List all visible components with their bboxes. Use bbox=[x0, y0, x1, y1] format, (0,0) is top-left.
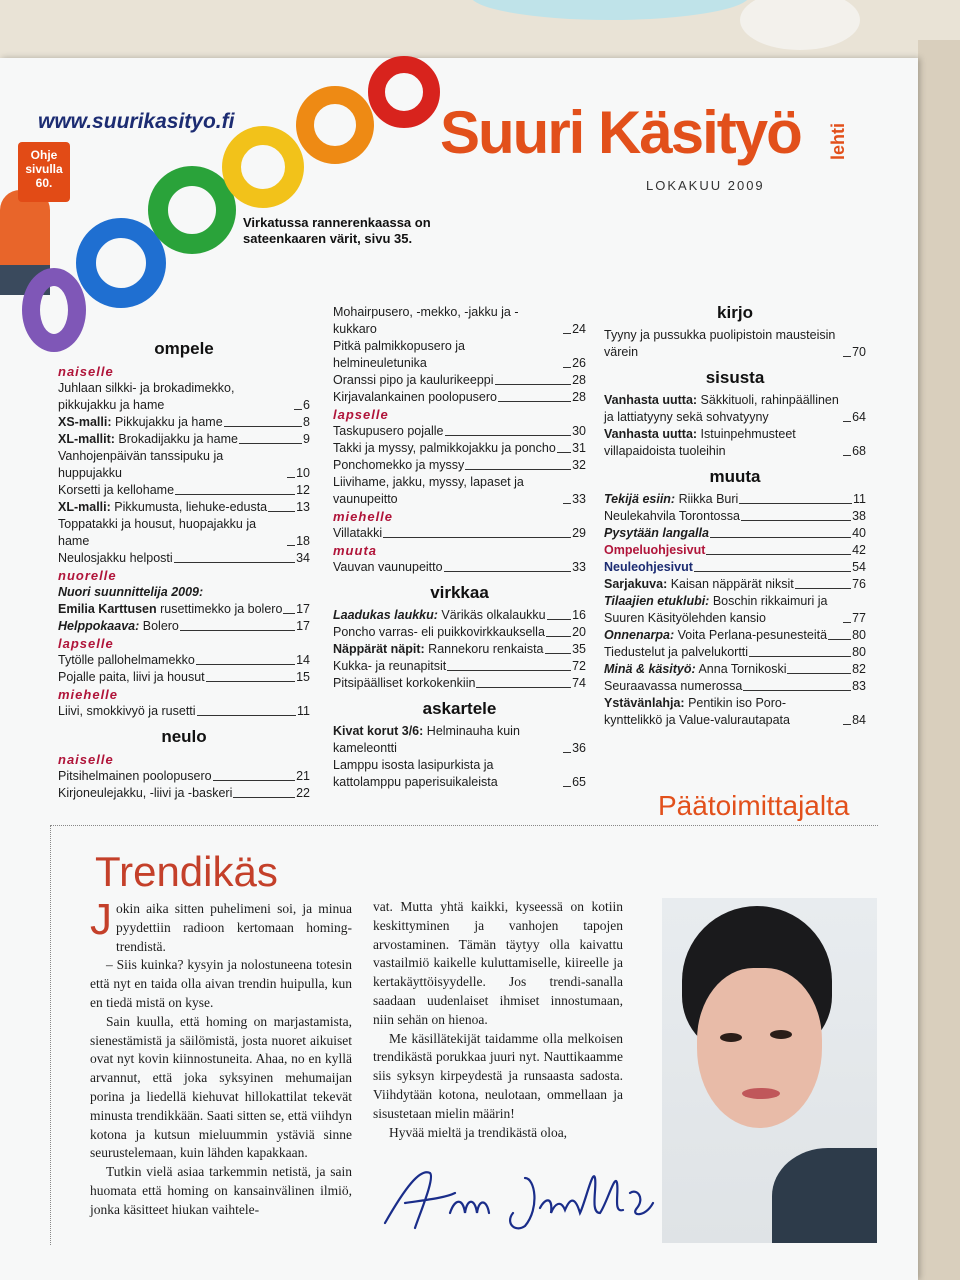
toc-entry bbox=[333, 389, 586, 406]
toc-entry-title: Onnenarpa: Voita Perlana-pesunesteitä bbox=[604, 628, 828, 642]
toc-leader-line bbox=[206, 681, 295, 682]
toc-page-number: 11 bbox=[297, 704, 310, 718]
editor-signature bbox=[375, 1158, 695, 1238]
crochet-ring-orange bbox=[296, 86, 374, 164]
toc-entry bbox=[58, 601, 310, 618]
editorial-paragraph: Sain kuulla, että homing on marjastamista, sienestämistä ja säilömistä, josta nuoret aikuiset ovat nyt kovin kiinnostuneita. Ahaa, no en kyllä arvannut, että joka syksyinen mehumaijan porina ja liedellä kiehuvat hillokattilat tekevät minusta trendikkään. Saati sitten se, että viihdyn kotona ja kutsun mieluummin ystäviä sinne seurustelemaan, kuin lähden kapakkaan. bbox=[90, 1013, 352, 1161]
toc-entry-title: Villatakki bbox=[333, 526, 383, 540]
toc-entry-title: Kivat korut 3/6: Helminauha kuin kameleontti bbox=[333, 724, 520, 755]
toc-entry-title: Oranssi pipo ja kaulurikeeppi bbox=[333, 373, 494, 387]
toc-leader-line bbox=[694, 571, 851, 572]
toc-page-number: 14 bbox=[296, 653, 310, 667]
portrait-shirt bbox=[772, 1148, 877, 1243]
magazine-logo-suffix: lehti bbox=[828, 122, 848, 160]
toc-entry-title: Tiedustelut ja palvelukortti bbox=[604, 645, 749, 659]
toc-entry-title: Taskupusero pojalle bbox=[333, 424, 444, 438]
editorial-paragraph: okin aika sitten puhelimeni soi, ja minua pyydettiin radioon kertomaan homing-trendistä. bbox=[116, 901, 352, 954]
toc-leader-line bbox=[843, 455, 851, 456]
toc-entry bbox=[333, 641, 586, 658]
toc-entry bbox=[333, 338, 586, 372]
toc-entry bbox=[58, 652, 310, 669]
toc-entry-title: Näppärät näpit: Rannekoru renkaista bbox=[333, 642, 544, 656]
editorial-paragraph: – Siis kuinka? kysyin ja nolostuneena totesin että nyt en taida olla aivan trendin huipulla, kun en tiedä mistä on kyse. bbox=[90, 957, 352, 1010]
toc-page-number: 68 bbox=[852, 444, 866, 458]
toc-entry-title: XL-malli: Pikkumusta, liehuke-edusta bbox=[58, 500, 268, 514]
toc-leader-line bbox=[546, 636, 571, 637]
toc-page-number: 20 bbox=[572, 625, 586, 639]
toc-leader-line bbox=[283, 613, 295, 614]
toc-entry bbox=[58, 499, 310, 516]
toc-page-number: 84 bbox=[852, 713, 866, 727]
toc-entry bbox=[58, 431, 310, 448]
badge-line: Ohje bbox=[30, 148, 58, 162]
toc-page-number: 65 bbox=[572, 775, 586, 789]
website-url: www.suurikasityo.fi bbox=[38, 110, 235, 133]
toc-page-number: 8 bbox=[303, 415, 310, 429]
audience-subheading: muuta bbox=[333, 543, 377, 558]
badge-line: sivulla bbox=[25, 162, 63, 176]
toc-entry-title bbox=[604, 525, 709, 542]
toc-entry-title: Liivi, smokkivyö ja rusetti bbox=[58, 704, 196, 718]
toc-entry-title bbox=[604, 559, 693, 576]
toc-leader-line bbox=[287, 545, 295, 546]
editorial-divider bbox=[50, 825, 878, 826]
toc-page-number: 24 bbox=[572, 322, 586, 336]
toc-entry-title: Kukka- ja reunapitsit bbox=[333, 659, 447, 673]
toc-page-number: 42 bbox=[852, 543, 866, 557]
toc-leader-line bbox=[197, 715, 296, 716]
toc-leader-line bbox=[476, 687, 571, 688]
toc-entry-title: Juhlaan silkki- ja brokadimekko, pikkujakku ja hame bbox=[58, 381, 235, 412]
toc-entry bbox=[333, 423, 586, 440]
contents-column-2 bbox=[333, 304, 586, 791]
toc-entry-title: Pitsihelmainen poolopusero bbox=[58, 769, 212, 783]
audience-subheading: lapselle bbox=[58, 636, 114, 651]
section-heading: ompele bbox=[154, 339, 214, 358]
toc-entry-lead: Kivat korut 3/6: bbox=[333, 724, 424, 738]
toc-page-number: 74 bbox=[572, 676, 586, 690]
toc-page-number: 22 bbox=[296, 786, 310, 800]
toc-entry bbox=[58, 703, 310, 720]
toc-entry bbox=[604, 627, 866, 644]
toc-leader-line bbox=[828, 639, 851, 640]
toc-entry bbox=[604, 525, 866, 542]
toc-leader-line bbox=[749, 656, 851, 657]
section-heading: sisusta bbox=[705, 368, 765, 387]
section-heading: muuta bbox=[709, 467, 761, 486]
toc-entry bbox=[58, 785, 310, 802]
toc-page-number: 36 bbox=[572, 741, 586, 755]
toc-leader-line bbox=[706, 554, 851, 555]
issue-date: LOKAKUU 2009 bbox=[646, 178, 765, 193]
toc-page-number: 9 bbox=[303, 432, 310, 446]
toc-page-number: 30 bbox=[572, 424, 586, 438]
toc-entry-lead: Minä & käsityö: bbox=[604, 662, 696, 676]
toc-page-number: 28 bbox=[572, 373, 586, 387]
toc-entry bbox=[333, 525, 586, 542]
toc-leader-line bbox=[268, 511, 295, 512]
toc-leader-line bbox=[495, 384, 572, 385]
editorial-paragraph: Me käsillätekijät taidamme olla melkoisen trendikästä porukkaa juuri nyt. Nauttikaamme siis syksyn kirpeydestä ja runsaasta sadosta. Viihdytään kotona, neulotaan, ommellaan ja sisustetaan mielin määrin! bbox=[373, 1030, 623, 1121]
toc-entry bbox=[333, 457, 586, 474]
editorial-border bbox=[50, 825, 51, 1245]
toc-entry bbox=[604, 542, 866, 559]
toc-leader-line bbox=[563, 503, 571, 504]
toc-entry-title: Emilia Karttusen rusettimekko ja bolero bbox=[58, 602, 283, 616]
toc-page-number: 80 bbox=[852, 628, 866, 642]
toc-entry bbox=[58, 516, 310, 550]
toc-entry bbox=[58, 448, 310, 482]
toc-entry-title: Vanhasta uutta: Säkkituoli, rahinpäällinen ja lattiatyyny sekä sohvatyyny bbox=[604, 393, 839, 424]
toc-entry bbox=[58, 482, 310, 499]
crochet-ring-red bbox=[368, 56, 440, 128]
toc-leader-line bbox=[795, 588, 851, 589]
toc-entry-title: Liivihame, jakku, myssy, lapaset ja vaunupeitto bbox=[333, 475, 524, 506]
toc-page-number: 33 bbox=[572, 560, 586, 574]
toc-entry-title: Sarjakuva: Kaisan näppärät niksit bbox=[604, 577, 794, 591]
instruction-badge bbox=[18, 142, 70, 202]
toc-page-number: 77 bbox=[852, 611, 866, 625]
toc-entry-title: Tyyny ja pussukka puolipistoin mausteisin värein bbox=[604, 328, 836, 359]
toc-entry-title: Vanhasta uutta: Istuinpehmusteet villapaidoista tuoleihin bbox=[604, 427, 796, 458]
toc-page-number: 38 bbox=[852, 509, 866, 523]
toc-entry bbox=[58, 768, 310, 785]
toc-entry-lead: Vanhasta uutta: bbox=[604, 427, 698, 441]
toc-entry-title: Pojalle paita, liivi ja housut bbox=[58, 670, 205, 684]
badge-line: 60. bbox=[35, 176, 53, 190]
toc-entry bbox=[333, 372, 586, 389]
toc-entry bbox=[604, 644, 866, 661]
toc-entry-title: Pitsipäälliset korkokenkiin bbox=[333, 676, 476, 690]
toc-page-number: 70 bbox=[852, 345, 866, 359]
toc-page-number: 64 bbox=[852, 410, 866, 424]
toc-entry-lead: Ompeluohjesivut bbox=[604, 543, 706, 557]
toc-entry-lead: Onnenarpa: bbox=[604, 628, 675, 642]
toc-leader-line bbox=[287, 477, 295, 478]
toc-entry bbox=[333, 474, 586, 508]
crochet-ring-yellow bbox=[222, 126, 304, 208]
toc-page-number: 28 bbox=[572, 390, 586, 404]
toc-entry bbox=[604, 661, 866, 678]
toc-page-number: 17 bbox=[296, 619, 310, 633]
toc-entry-title: Lamppu isosta lasipurkista ja kattolamppu paperisuikaleista bbox=[333, 758, 498, 789]
toc-entry-lead: Sarjakuva: bbox=[604, 577, 668, 591]
toc-entry bbox=[333, 624, 586, 641]
toc-entry bbox=[604, 593, 866, 627]
toc-page-number: 76 bbox=[852, 577, 866, 591]
toc-entry bbox=[58, 380, 310, 414]
toc-entry-title: Mohairpusero, -mekko, -jakku ja -kukkaro bbox=[333, 305, 519, 336]
toc-leader-line bbox=[213, 780, 296, 781]
toc-entry bbox=[604, 327, 866, 361]
toc-page-number: 18 bbox=[296, 534, 310, 548]
toc-entry bbox=[333, 658, 586, 675]
toc-leader-line bbox=[465, 469, 571, 470]
toc-leader-line bbox=[743, 690, 851, 691]
toc-entry bbox=[333, 757, 586, 791]
toc-entry-title: Pitkä palmikkopusero ja helmineuletunika bbox=[333, 339, 466, 370]
toc-leader-line bbox=[498, 401, 571, 402]
section-heading: kirjo bbox=[717, 303, 753, 322]
toc-entry bbox=[58, 669, 310, 686]
toc-entry-lead: Helppokaava: bbox=[58, 619, 140, 633]
toc-leader-line bbox=[383, 537, 571, 538]
toc-entry bbox=[333, 440, 586, 457]
toc-entry bbox=[333, 559, 586, 576]
toc-page-number: 6 bbox=[303, 398, 310, 412]
magazine-logo: Suuri Käsityö bbox=[440, 99, 801, 166]
toc-entry-title: Ponchomekko ja myssy bbox=[333, 458, 465, 472]
drop-cap: J bbox=[90, 895, 112, 944]
toc-entry-title: Minä & käsityö: Anna Tornikoski bbox=[604, 662, 787, 676]
toc-entry bbox=[604, 678, 866, 695]
toc-leader-line bbox=[843, 356, 851, 357]
toc-entry-title: Helppokaava: Bolero bbox=[58, 619, 179, 633]
audience-subheading: naiselle bbox=[58, 752, 114, 767]
toc-entry bbox=[333, 723, 586, 757]
toc-entry bbox=[604, 695, 866, 729]
toc-page-number: 33 bbox=[572, 492, 586, 506]
section-heading: askartele bbox=[422, 699, 497, 718]
toc-leader-line bbox=[563, 367, 571, 368]
editorial-section-label: Päätoimittajalta bbox=[658, 790, 850, 821]
crochet-ring-blue bbox=[76, 218, 166, 308]
toc-entry bbox=[604, 508, 866, 525]
crochet-ring-green bbox=[148, 166, 236, 254]
toc-entry-title: Vanhojenpäivän tanssipuku ja huppujakku bbox=[58, 449, 224, 480]
toc-leader-line bbox=[843, 622, 851, 623]
cover-caption: Virkatussa rannerenkaassa on sateenkaaren värit, sivu 35. bbox=[243, 215, 431, 246]
toc-page-number: 31 bbox=[572, 441, 586, 455]
contents-column-1 bbox=[58, 332, 310, 802]
toc-entry-title: Toppatakki ja housut, huopajakku ja hame bbox=[58, 517, 257, 548]
portrait-lips bbox=[742, 1088, 780, 1099]
toc-leader-line bbox=[445, 435, 572, 436]
section-heading: neulo bbox=[161, 727, 207, 746]
toc-page-number: 17 bbox=[296, 602, 310, 616]
toc-entry bbox=[604, 491, 866, 508]
toc-leader-line bbox=[557, 452, 571, 453]
toc-page-number: 34 bbox=[296, 551, 310, 565]
portrait-face bbox=[697, 968, 822, 1128]
toc-entry-lead: Laadukas laukku: bbox=[333, 608, 438, 622]
toc-entry-title: XS-malli: Pikkujakku ja hame bbox=[58, 415, 223, 429]
toc-page-number: 16 bbox=[572, 608, 586, 622]
toc-page-number: 26 bbox=[572, 356, 586, 370]
toc-leader-line bbox=[239, 443, 302, 444]
toc-leader-line bbox=[196, 664, 295, 665]
toc-entry-lead: XS-malli: bbox=[58, 415, 112, 429]
toc-entry-title: Vauvan vaunupeitto bbox=[333, 560, 443, 574]
toc-entry-title: Tytölle pallohelmamekko bbox=[58, 653, 195, 667]
editorial-paragraph: Tutkin vielä asiaa tarkemmin netistä, ja sain huomata että homing on kansainvälinen ilmiö, jonka käsitteet hiukan vaihtele- bbox=[90, 1164, 352, 1217]
toc-page-number: 10 bbox=[296, 466, 310, 480]
toc-entry-lead: Näppärät näpit: bbox=[333, 642, 425, 656]
toc-leader-line bbox=[563, 333, 571, 334]
toc-page-number: 40 bbox=[852, 526, 866, 540]
toc-leader-line bbox=[843, 724, 851, 725]
portrait-eye bbox=[720, 1033, 742, 1042]
toc-entry-lead: Emilia Karttusen bbox=[58, 602, 157, 616]
toc-page-number: 15 bbox=[296, 670, 310, 684]
toc-page-number: 13 bbox=[296, 500, 310, 514]
toc-entry-lead: Tekijä esiin: bbox=[604, 492, 676, 506]
toc-leader-line bbox=[710, 537, 851, 538]
toc-page-number: 11 bbox=[853, 492, 866, 506]
toc-entry-lead: XL-malli: bbox=[58, 500, 111, 514]
audience-subheading: miehelle bbox=[333, 509, 394, 524]
toc-entry bbox=[604, 576, 866, 593]
toc-entry-title: Laadukas laukku: Värikäs olkalaukku bbox=[333, 608, 546, 622]
toc-entry bbox=[604, 426, 866, 460]
toc-entry bbox=[604, 559, 866, 576]
toc-entry-title: Takki ja myssy, palmikkojakku ja poncho bbox=[333, 441, 556, 455]
toc-entry bbox=[58, 550, 310, 567]
toc-entry-title: Tilaajien etuklubi: Boschin rikkaimuri ja Suuren Käsityölehden kansio bbox=[604, 594, 828, 625]
toc-entry bbox=[58, 618, 310, 635]
toc-entry-title: Korsetti ja kellohame bbox=[58, 483, 175, 497]
toc-page-number: 82 bbox=[852, 662, 866, 676]
toc-entry bbox=[58, 414, 310, 431]
toc-entry-title: Tekijä esiin: Riikka Buri bbox=[604, 492, 739, 506]
toc-entry-lead: Tilaajien etuklubi: bbox=[604, 594, 710, 608]
toc-entry bbox=[333, 304, 586, 338]
toc-entry-title: Poncho varras- eli puikkovirkkauksella bbox=[333, 625, 545, 639]
toc-entry-title: Ystävänlahja: Pentikin iso Poro-kynttelikkö ja Value-valurautapata bbox=[604, 696, 790, 727]
toc-page-number: 29 bbox=[572, 526, 586, 540]
toc-leader-line bbox=[741, 520, 851, 521]
toc-entry-lead: XL-mallit: bbox=[58, 432, 115, 446]
toc-page-number: 80 bbox=[852, 645, 866, 659]
toc-leader-line bbox=[224, 426, 302, 427]
toc-entry-title: Neulosjakku helposti bbox=[58, 551, 173, 565]
toc-page-number: 12 bbox=[296, 483, 310, 497]
toc-leader-line bbox=[545, 653, 572, 654]
toc-entry-lead: Ystävänlahja: bbox=[604, 696, 685, 710]
toc-leader-line bbox=[174, 562, 295, 563]
toc-entry-lead: Pysytään langalla bbox=[604, 526, 709, 540]
toc-leader-line bbox=[180, 630, 295, 631]
toc-leader-line bbox=[787, 673, 851, 674]
toc-leader-line bbox=[175, 494, 295, 495]
toc-entry-title bbox=[604, 542, 705, 559]
toc-leader-line bbox=[444, 571, 572, 572]
toc-entry bbox=[333, 607, 586, 624]
toc-entry bbox=[604, 392, 866, 426]
editorial-title: Trendikäs bbox=[95, 848, 278, 895]
toc-entry bbox=[333, 675, 586, 692]
toc-leader-line bbox=[294, 409, 302, 410]
toc-entry-title: XL-mallit: Brokadijakku ja hame bbox=[58, 432, 238, 446]
audience-subheading: naiselle bbox=[58, 364, 114, 379]
toc-entry-title: Seuraavassa numerossa bbox=[604, 679, 743, 693]
toc-entry-title: Kirjavalankainen poolopusero bbox=[333, 390, 498, 404]
toc-page-number: 54 bbox=[852, 560, 866, 574]
audience-subheading: nuorelle bbox=[58, 568, 117, 583]
toc-leader-line bbox=[843, 421, 851, 422]
page-edge bbox=[918, 40, 960, 1280]
toc-entry-title: Kirjoneulejakku, -liivi ja -baskeri bbox=[58, 786, 233, 800]
toc-page-number: 72 bbox=[572, 659, 586, 673]
toc-leader-line bbox=[233, 797, 295, 798]
toc-page-number: 35 bbox=[572, 642, 586, 656]
toc-page-number: 21 bbox=[296, 769, 310, 783]
toc-entry-title: Neulekahvila Torontossa bbox=[604, 509, 740, 523]
editorial-column-1 bbox=[90, 895, 352, 1220]
editorial-paragraph: Hyvää mieltä ja trendikästä oloa, bbox=[389, 1124, 568, 1140]
section-heading: virkkaa bbox=[430, 583, 489, 602]
toc-entry-lead: Vanhasta uutta: bbox=[604, 393, 698, 407]
toc-leader-line bbox=[547, 619, 571, 620]
editorial-paragraph: vat. Mutta yhtä kaikki, kyseessä on kotiin keskittyminen ja vanhojen tapojen arvostaminen. Tämän täytyy olla kaivattu vastailmiö kaikelle kuluttamiselle, kiireelle ja kertakäyttöisyydelle. Jos trendi-sanalla saadaan uudenlaiset ihmiset innostumaan, niin sehän on hienoa. bbox=[373, 899, 623, 1027]
toc-entry-lead: Neuleohjesivut bbox=[604, 560, 693, 574]
editorial-column-2 bbox=[373, 898, 623, 1142]
toc-page-number: 32 bbox=[572, 458, 586, 472]
contents-column-3 bbox=[604, 296, 866, 729]
feature-heading: Nuori suunnittelija 2009: bbox=[58, 585, 204, 599]
toc-leader-line bbox=[563, 786, 571, 787]
toc-leader-line bbox=[563, 752, 571, 753]
toc-leader-line bbox=[739, 503, 852, 504]
portrait-eye bbox=[770, 1030, 792, 1039]
toc-page-number: 83 bbox=[852, 679, 866, 693]
audience-subheading: miehelle bbox=[58, 687, 119, 702]
toc-leader-line bbox=[447, 670, 571, 671]
audience-subheading: lapselle bbox=[333, 407, 389, 422]
